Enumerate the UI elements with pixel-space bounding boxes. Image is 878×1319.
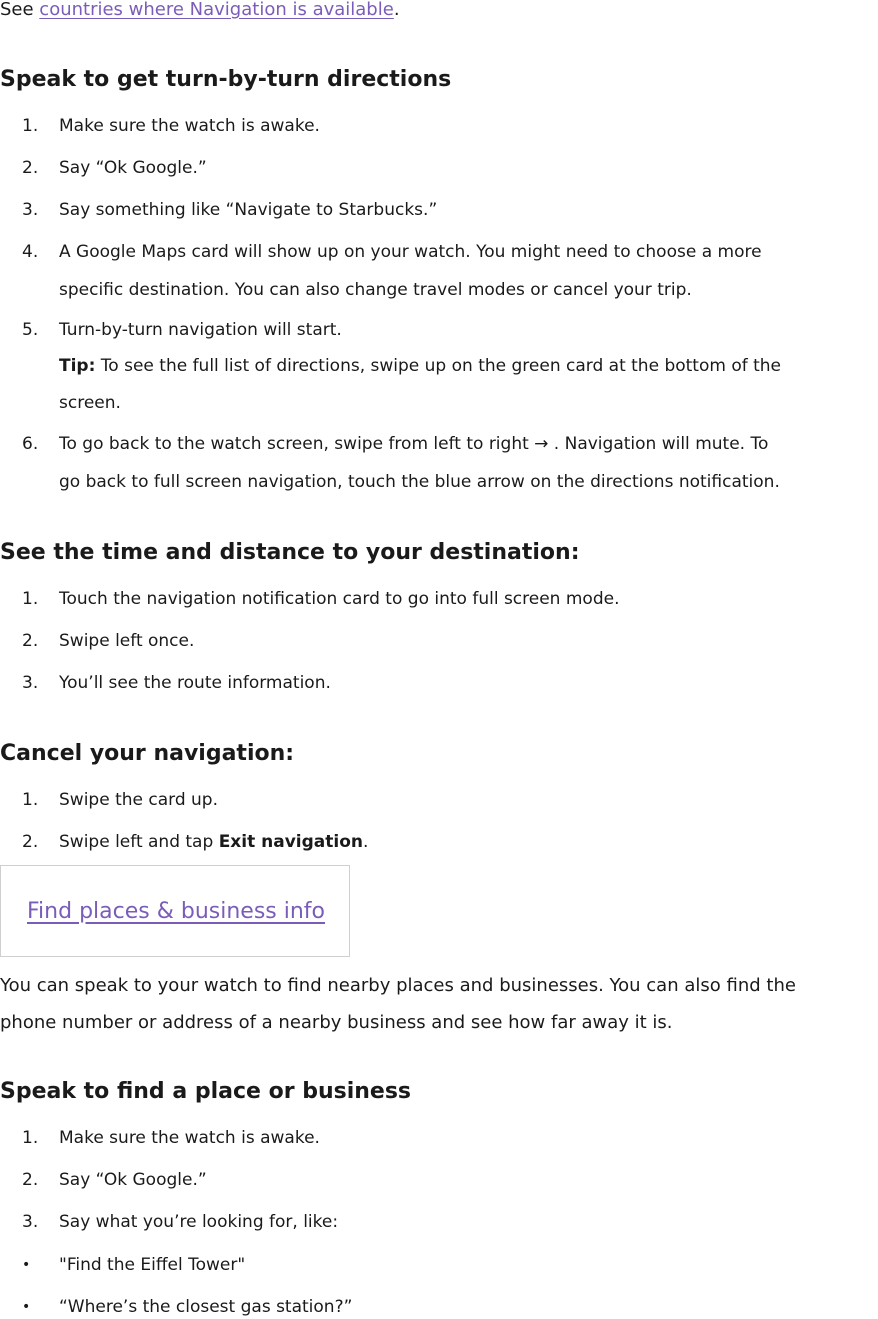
list-number: 2.: [22, 631, 39, 651]
list-number: 5.: [22, 320, 39, 340]
list-number: 3.: [22, 673, 39, 693]
list-item: You’ll see the route information.: [59, 673, 331, 693]
item-suffix: .: [363, 832, 369, 852]
heading-turn-by-turn: Speak to get turn-by-turn directions: [0, 67, 452, 92]
list-number: 4.: [22, 242, 39, 262]
find-places-link[interactable]: Find places & business info: [27, 899, 325, 924]
heading-cancel-navigation: Cancel your navigation:: [0, 741, 295, 766]
list-item-continuation: go back to full screen navigation, touch the blue arrow on the directions notification.: [59, 472, 780, 492]
bullet-icon: •: [22, 1257, 31, 1273]
list-number: 1.: [22, 1128, 39, 1148]
tip-line: [59, 356, 781, 376]
intro-line: [0, 0, 400, 20]
list-item: Say what you’re looking for, like:: [59, 1212, 339, 1232]
tip-continuation: screen.: [59, 393, 121, 413]
list-number: 3.: [22, 200, 39, 220]
list-number: 6.: [22, 434, 39, 454]
list-item: Say something like “Navigate to Starbucks.”: [59, 200, 438, 220]
intro-suffix: .: [393, 0, 400, 20]
list-item: Touch the navigation notification card to go into full screen mode.: [59, 589, 620, 609]
list-number: 1.: [22, 790, 39, 810]
tip-label: Tip:: [59, 356, 96, 376]
find-places-description: [0, 967, 860, 1041]
list-number: 2.: [22, 158, 39, 178]
list-item: Say “Ok Google.”: [59, 158, 207, 178]
heading-find-place: Speak to find a place or business: [0, 1079, 412, 1104]
paragraph-line: phone number or address of a nearby business and see how far away it is.: [0, 1012, 673, 1033]
exit-navigation-label: Exit navigation: [218, 832, 363, 852]
item-prefix: Swipe left and tap: [59, 832, 219, 852]
bullet-icon: •: [22, 1299, 31, 1315]
list-item: Make sure the watch is awake.: [59, 1128, 320, 1148]
list-number: 1.: [22, 589, 39, 609]
list-item: Make sure the watch is awake.: [59, 116, 320, 136]
tip-text: To see the full list of directions, swipe up on the green card at the bottom of the: [95, 356, 782, 376]
list-item: Swipe the card up.: [59, 790, 218, 810]
heading-time-distance: See the time and distance to your destination:: [0, 540, 580, 565]
list-item: A Google Maps card will show up on your watch. You might need to choose a more: [59, 242, 762, 262]
bullet-item: “Where’s the closest gas station?”: [59, 1297, 353, 1317]
intro-prefix: See: [0, 0, 40, 20]
list-item: [59, 832, 368, 852]
list-item: Swipe left once.: [59, 631, 195, 651]
list-number: 2.: [22, 832, 39, 852]
list-number: 1.: [22, 116, 39, 136]
paragraph-line: You can speak to your watch to find nearby places and businesses. You can also find the: [0, 975, 796, 996]
find-places-box: [0, 865, 350, 957]
list-item: Say “Ok Google.”: [59, 1170, 207, 1190]
list-number: 2.: [22, 1170, 39, 1190]
list-number: 3.: [22, 1212, 39, 1232]
list-item-continuation: specific destination. You can also change travel modes or cancel your trip.: [59, 280, 692, 300]
countries-link[interactable]: countries where Navigation is available: [39, 0, 394, 20]
list-item: To go back to the watch screen, swipe from left to right → . Navigation will mute. To: [59, 434, 769, 454]
list-item: Turn-by-turn navigation will start.: [59, 320, 342, 340]
bullet-item: "Find the Eiffel Tower": [59, 1255, 246, 1275]
